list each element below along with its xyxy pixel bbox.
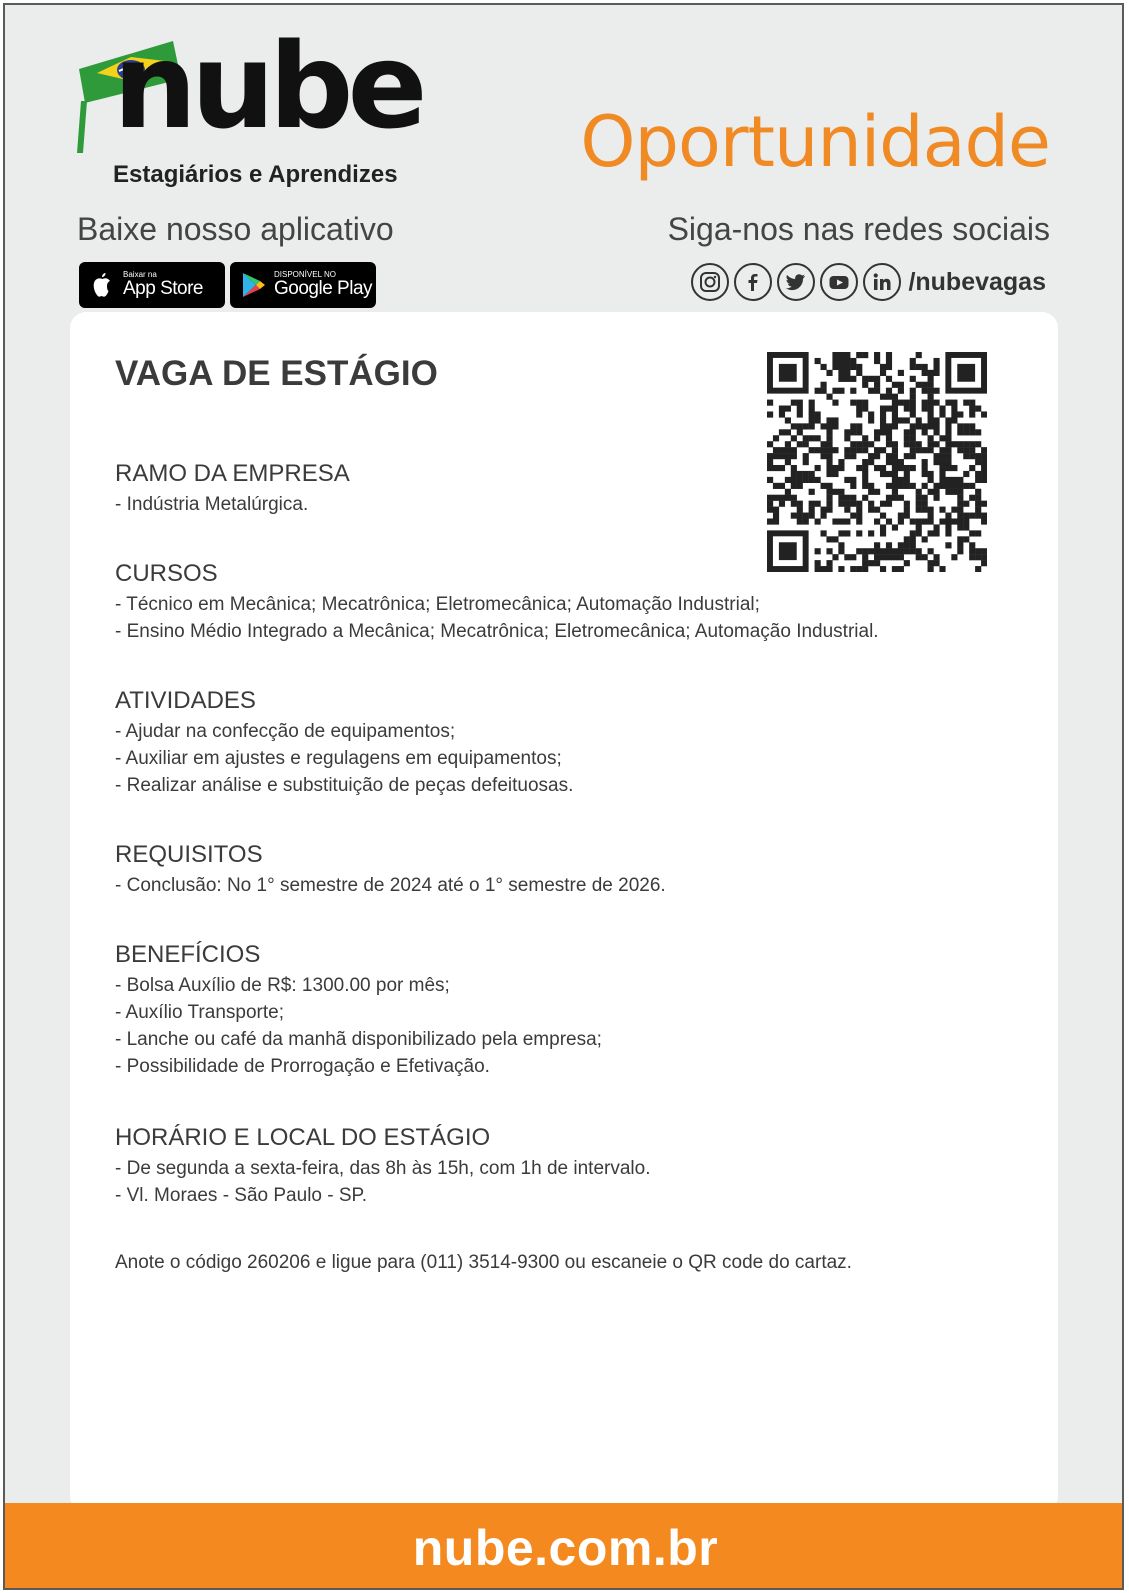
google-play-badge[interactable] (230, 262, 376, 308)
section-courses (115, 560, 995, 645)
social-handle[interactable]: /nubevagas (908, 267, 1046, 296)
section-line: - Ajudar na confecção de equipamentos; (115, 721, 456, 742)
social-title: Siga-nos nas redes sociais (667, 211, 1050, 247)
footer-bar (5, 1503, 1124, 1590)
section-line: - Auxiliar em ajustes e regulagens em equipamentos; (115, 748, 562, 769)
app-download-title: Baixe nosso aplicativo (77, 211, 394, 247)
section-title: HORÁRIO E LOCAL DO ESTÁGIO (115, 1124, 491, 1151)
section-company (115, 460, 995, 518)
section-line: - Vl. Moraes - São Paulo - SP. (115, 1185, 368, 1206)
google-play-small-label: DISPONÍVEL NO (274, 270, 336, 280)
contact-note: Anote o código 260206 e ligue para (011) 3514-9300 ou escaneie o QR code do cartaz. (115, 1252, 852, 1273)
youtube-icon[interactable] (820, 263, 858, 301)
section-line: - De segunda a sexta-feira, das 8h às 15h, com 1h de intervalo. (115, 1158, 651, 1179)
apple-icon (89, 271, 115, 299)
linkedin-icon[interactable] (863, 263, 901, 301)
job-title: VAGA DE ESTÁGIO (115, 354, 438, 393)
job-poster (3, 3, 1124, 1590)
headline: Oportunidade (580, 101, 1050, 183)
section-line: - Lanche ou café da manhã disponibilizado pela empresa; (115, 1029, 602, 1050)
section-title: ATIVIDADES (115, 687, 256, 714)
section-line: - Conclusão: No 1° semestre de 2024 até o 1° semestre de 2026. (115, 875, 666, 896)
google-play-icon (240, 271, 266, 299)
twitter-icon[interactable] (777, 263, 815, 301)
section-title: RAMO DA EMPRESA (115, 460, 350, 487)
social-links (691, 263, 1046, 301)
section-title: BENEFÍCIOS (115, 941, 261, 968)
section-line: - Realizar análise e substituição de peças defeituosas. (115, 775, 574, 796)
nube-logo (75, 17, 425, 191)
section-activities (115, 687, 995, 799)
section-title: REQUISITOS (115, 841, 263, 868)
section-requirements (115, 841, 995, 899)
google-play-label: Google Play (274, 278, 373, 300)
app-store-badge[interactable] (79, 262, 225, 308)
logo-wordmark: nube (113, 17, 422, 155)
footer-website-link[interactable]: nube.com.br (412, 1519, 719, 1576)
section-line: - Possibilidade de Prorrogação e Efetivação. (115, 1056, 490, 1077)
section-benefits (115, 941, 995, 1080)
logo-tagline: Estagiários e Aprendizes (113, 161, 398, 188)
app-store-small-label: Baixar na (123, 270, 157, 280)
section-line: - Bolsa Auxílio de R$: 1300.00 por mês; (115, 975, 450, 996)
section-line: - Ensino Médio Integrado a Mecânica; Mecatrônica; Eletromecânica; Automação Industrial. (115, 621, 879, 642)
facebook-icon[interactable] (734, 263, 772, 301)
job-card (70, 312, 1058, 1512)
instagram-icon[interactable] (691, 263, 729, 301)
section-line: - Técnico em Mecânica; Mecatrônica; Eletromecânica; Automação Industrial; (115, 594, 760, 615)
app-store-label: App Store (123, 278, 203, 300)
section-line: - Auxílio Transporte; (115, 1002, 284, 1023)
section-title: CURSOS (115, 560, 218, 587)
section-schedule-location (115, 1124, 995, 1209)
section-line: - Indústria Metalúrgica. (115, 494, 309, 515)
